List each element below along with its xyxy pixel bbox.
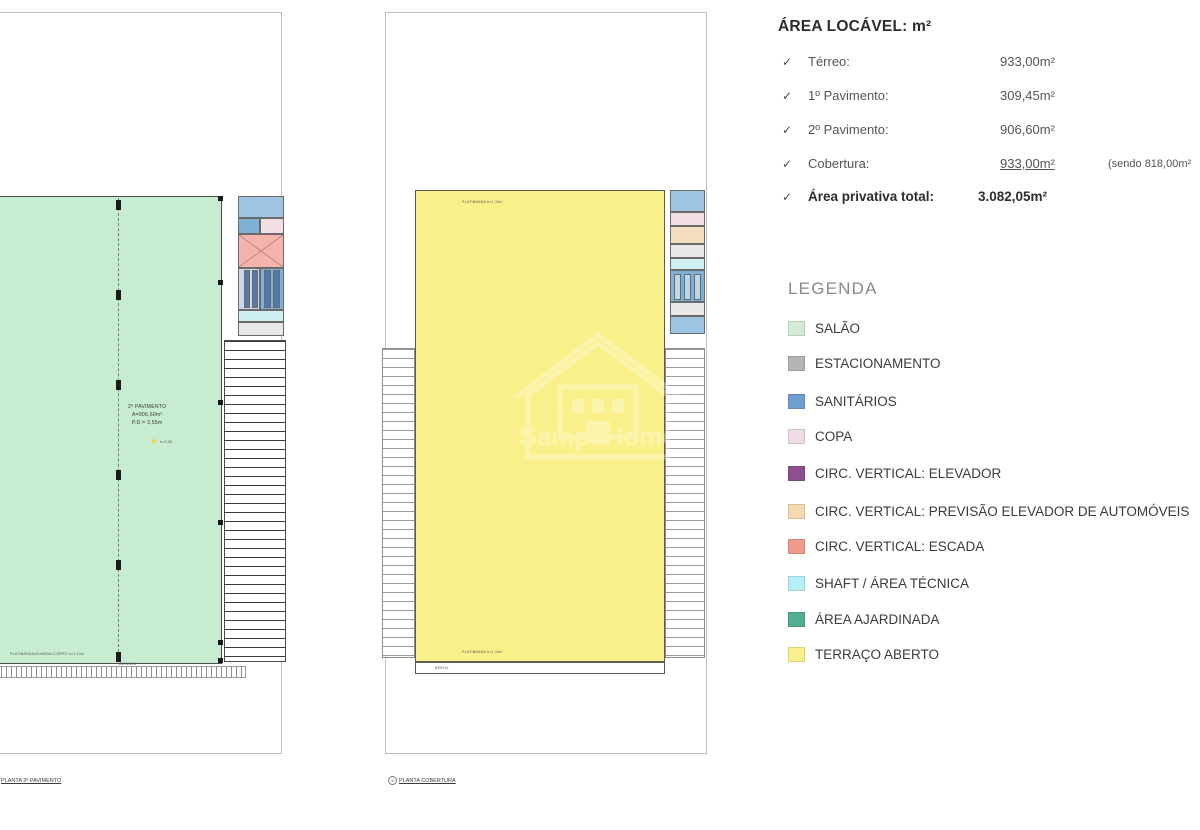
core-block-shaft (674, 274, 681, 300)
core-block-shaft (684, 274, 691, 300)
legend-swatch (788, 466, 805, 481)
area-section-title (778, 18, 931, 36)
parapet-note: PLATIBANDA/GUARDA-CORPO h=1,10m (10, 652, 85, 656)
legend-label: ESTACIONAMENTO (815, 356, 941, 371)
room-label-line3: P.D.= 3,55m (131, 419, 163, 426)
plan-title-text: PLANTA COBERTURA (399, 777, 456, 784)
column-marker (116, 560, 121, 570)
legend-label: SANITÁRIOS (815, 394, 897, 409)
core-block-shaft (238, 310, 284, 322)
core-block-circulation (670, 302, 705, 316)
legend-swatch (788, 394, 805, 409)
core-block-copa (670, 212, 705, 226)
area-label: Cobertura: (808, 156, 870, 171)
area-label: Área privativa total: (808, 189, 935, 204)
legend-swatch (788, 356, 805, 371)
parapet-note-top: PLATIBANDA h=1,10m (462, 200, 503, 204)
column-dot (218, 280, 223, 285)
plan-title-left (0, 776, 61, 785)
core-block-shaft (252, 270, 258, 308)
area-value: 3.082,05m² (978, 189, 1048, 204)
area-title-text: ÁREA LOCÁVEL: (778, 18, 908, 35)
legend-label: TERRAÇO ABERTO (815, 647, 940, 662)
column-dot (218, 196, 223, 201)
check-icon: ✓ (782, 190, 793, 204)
core-block-escada (238, 234, 284, 268)
core-block-shaft (273, 270, 280, 308)
column-marker (116, 200, 121, 210)
legend-label: CIRC. VERTICAL: PREVISÃO ELEVADOR DE AUTOMÓVEIS (815, 504, 1190, 519)
area-label: Térreo: (808, 54, 850, 69)
legend-swatch (788, 429, 805, 444)
check-icon: ✓ (782, 123, 793, 137)
plan-axis-line (118, 198, 119, 662)
ceiling-height-note: h=3,55 (160, 440, 173, 444)
column-dot (218, 400, 223, 405)
legend-swatch (788, 321, 805, 336)
lightning-icon: ⚡ (150, 439, 158, 445)
check-icon: ✓ (782, 55, 793, 69)
legend-swatch (788, 504, 805, 519)
core-block-sanitarios (670, 316, 705, 334)
varanda-note: VARANDA (118, 662, 137, 666)
legend-label: SALÃO (815, 321, 861, 336)
room-label-second-floor (128, 404, 166, 427)
core-block-sanitarios (238, 196, 284, 218)
core-block-shaft (244, 270, 250, 308)
area-row-segundo-pavimento (778, 122, 1200, 142)
legend-swatch (788, 612, 805, 627)
area-title-unit: m² (911, 18, 932, 35)
plan-title-mid (388, 776, 456, 785)
area-label: 1º Pavimento: (808, 88, 889, 103)
room-label-line2: A=906,60m² (131, 411, 163, 418)
floor-plan-second-floor (0, 0, 290, 830)
info-panel (778, 0, 1200, 830)
column-dot (218, 520, 223, 525)
area-value: 933,00m² (1000, 54, 1055, 69)
plan-number-badge: 5 (388, 776, 397, 785)
area-row-primeiro-pavimento (778, 88, 1200, 108)
check-icon: ✓ (782, 89, 793, 103)
beiral-note: BEIRAL (435, 666, 449, 670)
core-block-shaft (694, 274, 701, 300)
hatched-area-left (382, 348, 415, 658)
check-icon: ✓ (782, 157, 793, 171)
salao-area-fill (0, 196, 222, 664)
core-block-circulation (670, 244, 705, 258)
area-value: 933,00m² (1000, 156, 1055, 171)
legend-label: CIRC. VERTICAL: ELEVADOR (815, 466, 1002, 481)
column-marker (116, 380, 121, 390)
core-block-previsao-elevador (670, 226, 705, 244)
legend-label: COPA (815, 429, 853, 444)
floor-plan-roof (380, 0, 720, 830)
area-value: 309,45m² (1000, 88, 1055, 103)
parapet-note-bottom: PLATIBANDA h=1,10m (462, 650, 503, 654)
core-block-sanitarios (238, 218, 260, 234)
legend-title: LEGENDA (788, 279, 878, 298)
column-marker (116, 290, 121, 300)
area-label: 2º Pavimento: (808, 122, 889, 137)
core-block-circulation (238, 322, 284, 336)
area-row-terreo (778, 54, 1200, 74)
hatched-area-right (224, 340, 286, 662)
room-label-line1: 2º PAVIMENTO (128, 404, 167, 410)
legend-label: ÁREA AJARDINADA (815, 612, 940, 627)
area-row-total (778, 189, 1200, 209)
core-block-sanitarios (670, 190, 705, 212)
legend-swatch (788, 647, 805, 662)
area-value: 906,60m² (1000, 122, 1055, 137)
legend-label: CIRC. VERTICAL: ESCADA (815, 539, 985, 554)
core-block-copa (260, 218, 284, 234)
column-dot (218, 640, 223, 645)
core-block-shaft (670, 258, 705, 270)
plan-title-text: PLANTA 2º PAVIMENTO (1, 777, 62, 784)
area-row-cobertura (778, 156, 1200, 176)
area-value-note: (sendo 818,00m² (1108, 158, 1192, 170)
legend-swatch (788, 539, 805, 554)
terraco-aberto-fill (415, 190, 665, 662)
column-marker (116, 652, 121, 662)
legend-swatch (788, 576, 805, 591)
hatched-area-right (665, 348, 705, 658)
varanda-hatched-strip (0, 666, 246, 678)
legend-label: SHAFT / ÁREA TÉCNICA (815, 576, 970, 591)
core-block-shaft (264, 270, 271, 308)
beiral-strip (415, 662, 665, 674)
column-marker (116, 470, 121, 480)
column-dot (218, 658, 223, 663)
watermark-text: SampaHome (519, 421, 677, 451)
